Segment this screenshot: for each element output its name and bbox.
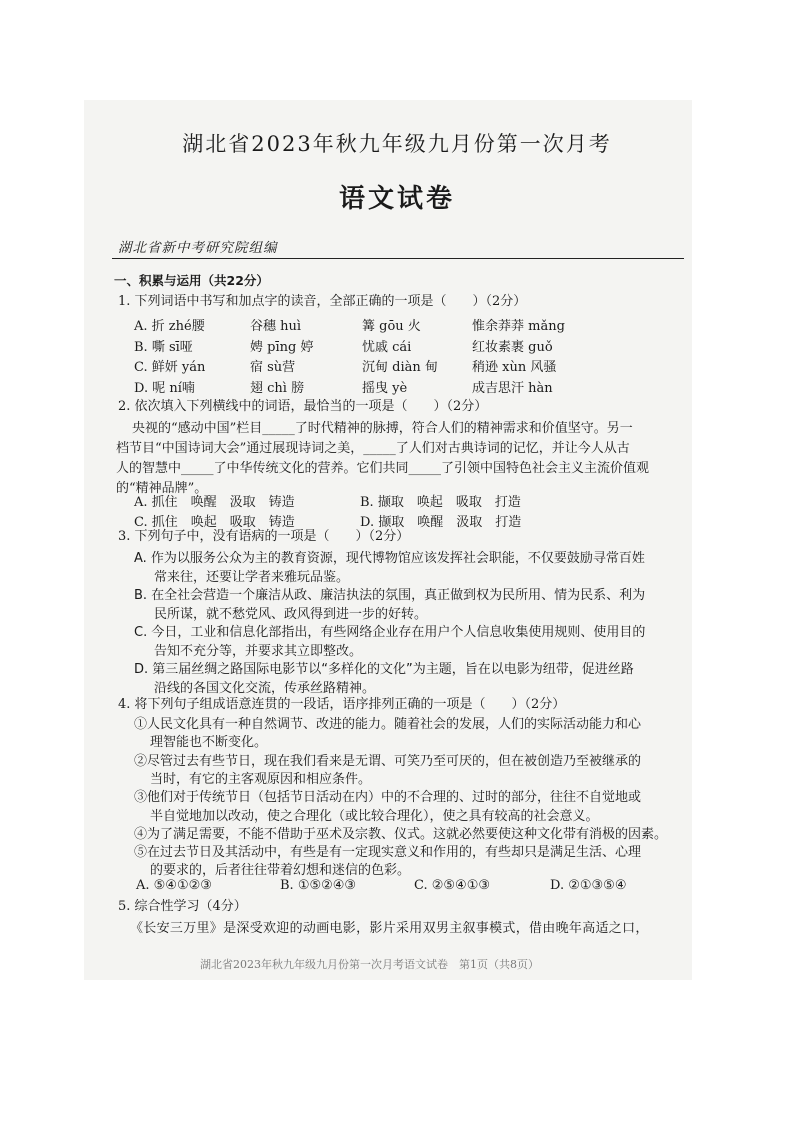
- page-footer: 湖北省2023年秋九年级九月份第一次月考语文试卷 第1页（共8页）: [200, 958, 539, 971]
- q4-stem: 4. 将下列句子组成语意连贯的一段话，语序排列正确的一项是（ ）（2分）: [118, 697, 566, 712]
- q2-passage-line: 人的智慧中_____了中华传统文化的营养。它们共同_____了引领中国特色社会主义主流价值观: [116, 461, 650, 476]
- q4-option: D. ②①③⑤④: [550, 878, 627, 893]
- q1-option-cell: 篝 gōu 火: [362, 319, 421, 334]
- q4-sentence-line: 当时，有它的主客观原因和相应条件。: [150, 771, 372, 787]
- q4-sentence-line: ⑤在过去节日及其活动中，有些是有一定现实意义和作用的，有些却只是满足生活、心理: [134, 845, 642, 861]
- q2-stem: 2. 依次填入下列横线中的词语，最恰当的一项是（ ）（2分）: [118, 399, 488, 414]
- q2-option: B. 撷取 唤起 吸取 打造: [360, 495, 521, 510]
- q1-option-cell: 摇曳 yè: [362, 380, 408, 396]
- q1-option-cell: 谷穗 huì: [250, 319, 302, 334]
- subject-title: 语文试卷: [338, 184, 455, 214]
- q1-option-cell: 稍逊 xùn 风骚: [472, 360, 557, 375]
- q1-option-cell: 宿 sù营: [250, 360, 296, 375]
- q2-option: A. 抓住 唤醒 汲取 铸造: [134, 495, 295, 510]
- q2-passage-line: 央视的“感动中国”栏目_____了时代精神的脉搏，符合人们的精神需求和价值坚守。另一: [132, 421, 633, 436]
- q4-sentence-line: ②尽管过去有些节日，现在我们看来是无谓、可笑乃至可厌的，但在被创造乃至被继承的: [134, 753, 642, 769]
- q3-option-line: D. 第三届丝绸之路国际电影节以“多样化的文化”为主题，旨在以电影为纽带，促进丝路: [134, 662, 634, 677]
- q1-option-cell: D. 呢 ní喃: [134, 380, 195, 396]
- q1-stem: 1. 下列词语中书写和加点字的读音，全部正确的一项是（ ）（2分）: [118, 294, 527, 309]
- q1-option-cell: 忧戚 cái: [362, 339, 412, 355]
- q4-sentence-line: ①人民文化具有一种自然调节、改进的能力。随着社会的发展，人们的实际活动能力和心: [134, 717, 642, 732]
- q1-option-cell: A. 折 zhé腰: [134, 319, 205, 334]
- q3-option-line: 沿线的各国文化交流，传承丝路精神。: [154, 680, 376, 696]
- q2-passage-line: 档节目“中国诗词大会”通过展现诗词之美，_____了人们对古典诗词的记忆，并让今人从古: [116, 441, 630, 456]
- q4-option: C. ②⑤④①③: [414, 878, 491, 893]
- q3-option-line: A. 作为以服务公众为主的教育资源，现代博物馆应该发挥社会职能，不仅要鼓励寻常百姓: [134, 551, 645, 566]
- q4-option: B. ①⑤②④③: [280, 878, 357, 893]
- q2-passage-line: 的“精神品牌”。: [116, 481, 208, 496]
- q2-option: C. 抓住 唤起 吸取 铸造: [134, 515, 295, 530]
- q1-option-cell: 红妆素裹 guǒ: [472, 339, 553, 355]
- section-heading: 一、积累与运用（共22分）: [114, 273, 269, 288]
- q1-option-cell: 成吉思汗 hàn: [472, 380, 553, 396]
- q3-stem: 3. 下列句子中，没有语病的一项是（ ）（2分）: [118, 529, 410, 544]
- q3-option-line: 常来往，还要让学者来雅玩品鉴。: [154, 569, 350, 585]
- q1-option-cell: B. 嘶 sī哑: [134, 339, 193, 355]
- q5-line: 《长安三万里》是深受欢迎的动画电影，影片采用双男主叙事模式，借由晚年高适之口，: [130, 921, 649, 936]
- header-divider: [112, 258, 684, 259]
- editor-line: 湖北省新中考研究院组编: [118, 240, 278, 256]
- q4-sentence-line: ③他们对于传统节日（包括节日活动在内）中的不合理的、过时的部分，往往不自觉地或: [134, 790, 642, 806]
- q1-option-cell: 沉甸 diàn 甸: [362, 360, 438, 375]
- q3-option-line: C. 今日，工业和信息化部指出，有些网络企业存在用户个人信息收集使用规则、使用目的: [134, 625, 646, 640]
- q4-sentence-line: 理智能也不断变化。: [150, 735, 268, 751]
- q3-option-line: 民所谋，就不愁党风、政风得到进一步的好转。: [154, 606, 428, 622]
- q1-option-cell: 娉 pīng 婷: [250, 339, 314, 355]
- q5-stem: 5. 综合性学习（4分）: [118, 899, 247, 914]
- q4-sentence-line: 的要求的，后者往往带着幻想和迷信的色彩。: [150, 863, 411, 879]
- q3-option-line: B. 在全社会营造一个廉洁从政、廉洁执法的氛围，真正做到权为民所用、情为民系、利为: [134, 588, 646, 603]
- q1-option-cell: C. 鲜妍 yán: [134, 360, 206, 375]
- q2-option: D. 撷取 唤醒 汲取 打造: [360, 515, 522, 530]
- q1-option-cell: 翅 chì 膀: [250, 380, 305, 396]
- q4-sentence-line: 半自觉地加以改动，使之合理化（或比较合理化），使之具有较高的社会意义。: [150, 808, 599, 824]
- q1-option-cell: 惟余莽莽 mǎng: [472, 319, 565, 334]
- q4-option: A. ⑤④①②③: [136, 878, 212, 893]
- q3-option-line: 告知不充分等，并要求其立即整改。: [154, 643, 363, 659]
- q4-sentence-line: ④为了满足需要，不能不借助于巫术及宗教、仪式。这就必然要使这种文化带有消极的因素。: [134, 826, 668, 842]
- exam-title: 湖北省2023年秋九年级九月份第一次月考: [182, 132, 612, 156]
